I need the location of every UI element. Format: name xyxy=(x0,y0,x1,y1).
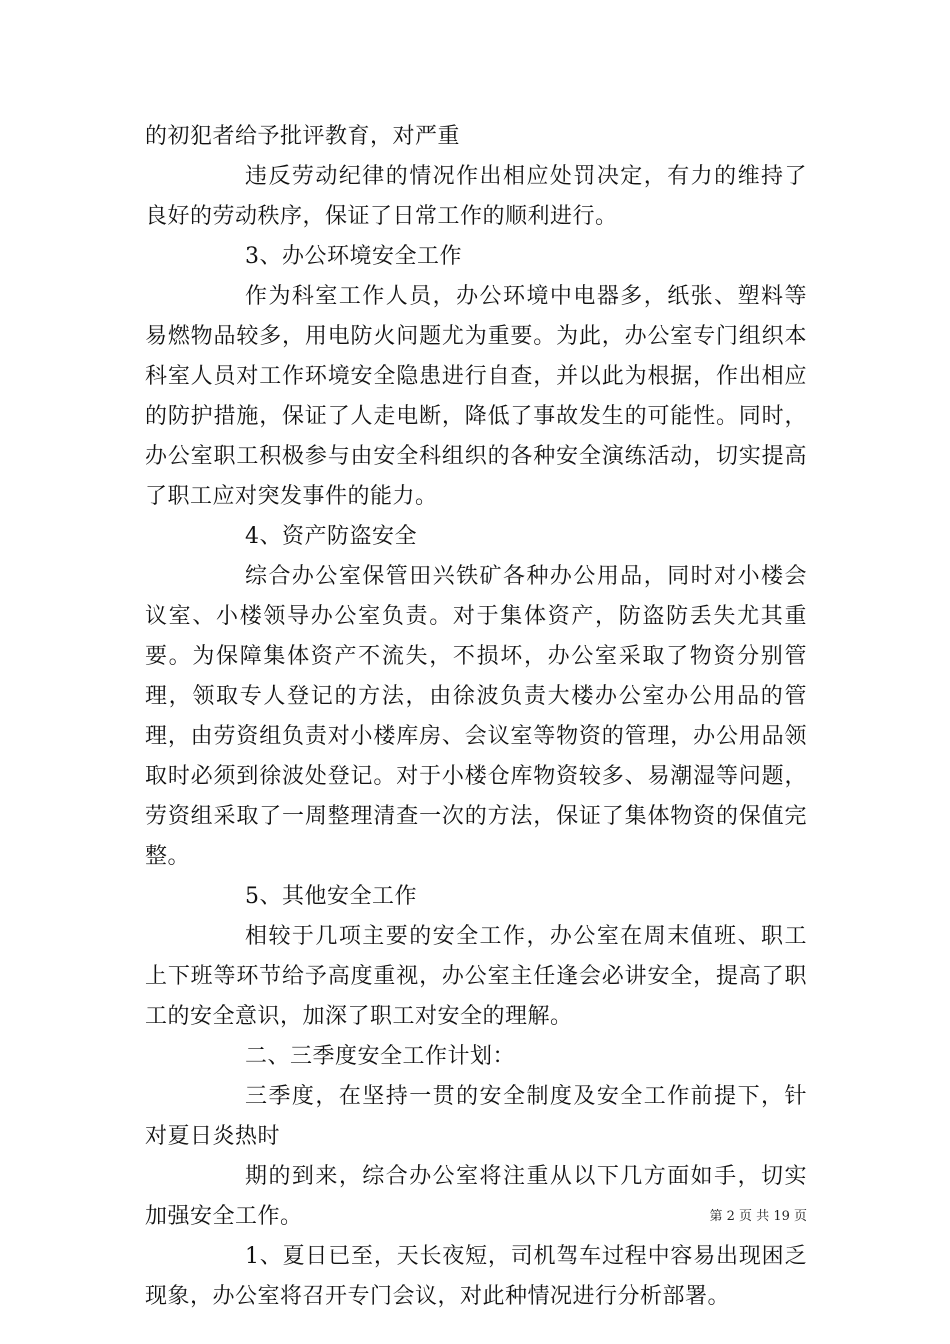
section-heading-plan: 二、三季度安全工作计划： xyxy=(245,1044,516,1069)
paragraph-12: 1、夏日已至，天长夜短，司机驾车过程中容易出现困乏现象，办公室将召开专门会议，对此种情况进行分析部署。 xyxy=(145,1244,807,1309)
paragraph-4: 作为科室工作人员，办公环境中电器多，纸张、塑料等易燃物品较多，用电防火问题尤为重要。为此，办公室专门组织本科室人员对工作环境安全隐患进行自查，并以此为根据，作出相应的防护措施，保证了人走电断，降低了事故发生的可能性。同时，办公室职工积极参与由安全科组织的各种安全演练活动，切实提高了职工应对突发事件的能力。 xyxy=(145,284,807,509)
page-number-footer: 第 2 页 共 19 页 xyxy=(709,1209,807,1224)
section-heading-3: 3、办公环境安全工作 xyxy=(245,244,462,269)
document-body xyxy=(145,117,807,1317)
section-heading-4: 4、资产防盗安全 xyxy=(245,524,417,549)
paragraph-10: 三季度，在坚持一贯的安全制度及安全工作前提下，针对夏日炎热时 xyxy=(145,1084,807,1149)
paragraph-8: 相较于几项主要的安全工作，办公室在周末值班、职工上下班等环节给予高度重视，办公室主任逢会必讲安全，提高了职工的安全意识，加深了职工对安全的理解。 xyxy=(145,924,807,1029)
paragraph-1: 的初犯者给予批评教育，对严重 xyxy=(145,124,461,149)
paragraph-2: 违反劳动纪律的情况作出相应处罚决定，有力的维持了良好的劳动秩序，保证了日常工作的顺利进行。 xyxy=(145,164,807,229)
paragraph-11: 期的到来，综合办公室将注重从以下几方面如手，切实加强安全工作。 xyxy=(145,1164,807,1229)
paragraph-6: 综合办公室保管田兴铁矿各种办公用品，同时对小楼会议室、小楼领导办公室负责。对于集体资产，防盗防丢失尤其重要。为保障集体资产不流失，不损坏，办公室采取了物资分别管理，领取专人登记的方法，由徐波负责大楼办公室办公用品的管理，由劳资组负责对小楼库房、会议室等物资的管理，办公用品领取时必须到徐波处登记。对于小楼仓库物资较多、易潮湿等问题，劳资组采取了一周整理清查一次的方法，保证了集体物资的保值完整。 xyxy=(145,564,807,869)
section-heading-5: 5、其他安全工作 xyxy=(245,884,417,909)
